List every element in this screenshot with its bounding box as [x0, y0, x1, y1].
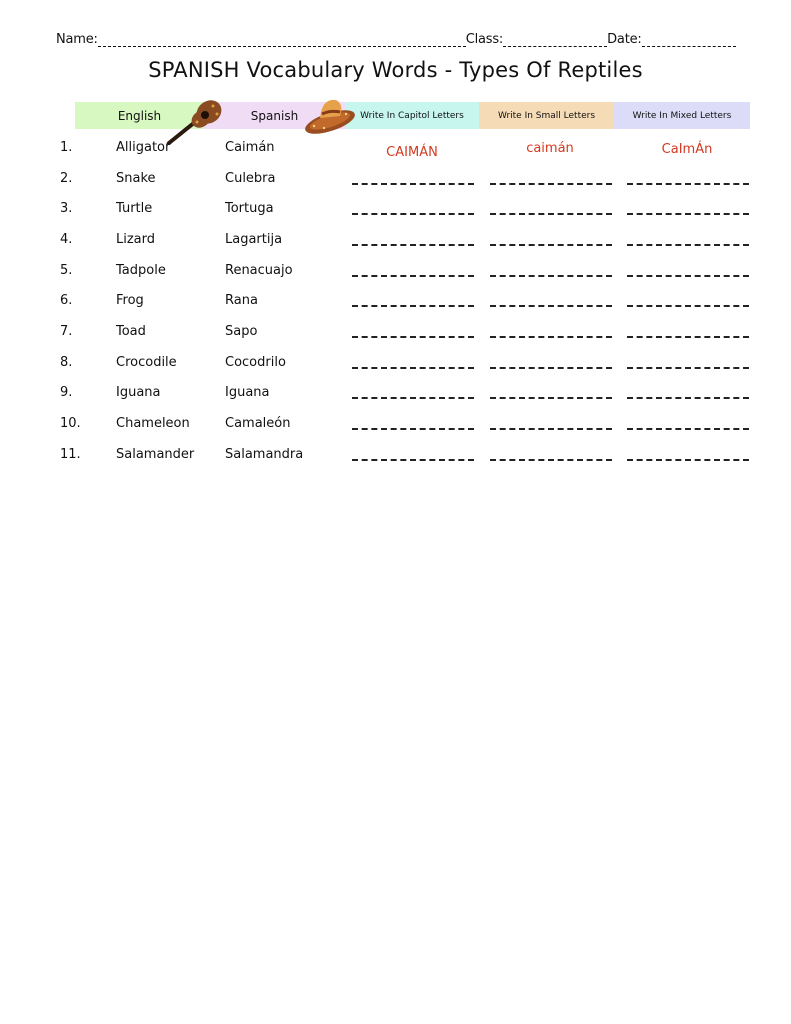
column-header-english: English — [75, 102, 204, 129]
spanish-word: Tortuga — [225, 201, 274, 216]
column-header-capital: Write In Capitol Letters — [345, 102, 479, 129]
capital-answer-line[interactable] — [352, 183, 474, 185]
table-row — [0, 293, 791, 317]
row-number: 9. — [60, 385, 73, 400]
small-answer-line[interactable] — [490, 183, 612, 185]
class-field[interactable] — [503, 32, 607, 47]
table-row — [0, 447, 791, 471]
table-row — [0, 263, 791, 287]
capital-answer-line[interactable] — [352, 244, 474, 246]
spanish-word: Renacuajo — [225, 263, 293, 278]
date-field[interactable] — [642, 32, 736, 47]
english-word: Alligator — [116, 140, 171, 155]
capital-answer-line[interactable] — [352, 336, 474, 338]
english-word: Crocodile — [116, 355, 177, 370]
table-row — [0, 324, 791, 348]
mixed-answer-line[interactable] — [627, 275, 749, 277]
class-label: Class: — [465, 32, 504, 47]
mixed-answer-line[interactable] — [627, 428, 749, 430]
capital-answer-line[interactable] — [352, 428, 474, 430]
row-number: 3. — [60, 201, 73, 216]
table-row — [0, 232, 791, 256]
spanish-word: Rana — [225, 293, 258, 308]
mixed-answer-line[interactable] — [627, 183, 749, 185]
small-answer-line[interactable] — [490, 305, 612, 307]
spanish-word: Sapo — [225, 324, 258, 339]
english-word: Toad — [116, 324, 146, 339]
mixed-answer-line[interactable] — [627, 336, 749, 338]
spanish-word: Lagartija — [225, 232, 283, 247]
table-row — [0, 201, 791, 225]
mixed-answer-line[interactable] — [627, 397, 749, 399]
table-row — [0, 355, 791, 379]
name-field[interactable] — [98, 32, 466, 47]
english-word: Tadpole — [116, 263, 166, 278]
english-word: Chameleon — [116, 416, 190, 431]
row-number: 4. — [60, 232, 73, 247]
example-mixed: CaImÁn — [661, 142, 713, 157]
small-answer-line[interactable] — [490, 244, 612, 246]
capital-answer-line[interactable] — [352, 397, 474, 399]
date-label: Date: — [607, 32, 642, 47]
row-number: 6. — [60, 293, 73, 308]
student-info-line — [56, 32, 748, 52]
small-answer-line[interactable] — [490, 336, 612, 338]
capital-answer-line[interactable] — [352, 305, 474, 307]
small-answer-line[interactable] — [490, 213, 612, 215]
small-answer-line[interactable] — [490, 459, 612, 461]
english-word: Lizard — [116, 232, 156, 247]
mixed-answer-line[interactable] — [627, 244, 749, 246]
capital-answer-line[interactable] — [352, 275, 474, 277]
english-word: Snake — [116, 171, 156, 186]
example-capital: CAIMÁN — [386, 145, 438, 160]
spanish-word: Salamandra — [225, 447, 304, 462]
page-title: SPANISH Vocabulary Words - Types Of Reptiles — [148, 58, 643, 82]
english-word: Frog — [116, 293, 144, 308]
mixed-answer-line[interactable] — [627, 213, 749, 215]
row-number: 10. — [60, 416, 81, 431]
mixed-answer-line[interactable] — [627, 459, 749, 461]
row-number: 7. — [60, 324, 73, 339]
capital-answer-line[interactable] — [352, 459, 474, 461]
table-row — [0, 385, 791, 409]
row-number: 8. — [60, 355, 73, 370]
spanish-word: Iguana — [225, 385, 270, 400]
english-word: Turtle — [116, 201, 153, 216]
name-label: Name: — [56, 32, 98, 47]
row-number: 11. — [60, 447, 81, 462]
row-number: 5. — [60, 263, 73, 278]
spanish-word: Camaleón — [225, 416, 291, 431]
row-number: 1. — [60, 140, 73, 155]
column-header-mixed: Write In Mixed Letters — [614, 102, 750, 129]
english-word: Iguana — [116, 385, 161, 400]
column-header-spanish: Spanish — [204, 102, 345, 129]
small-answer-line[interactable] — [490, 367, 612, 369]
table-row — [0, 140, 791, 164]
capital-answer-line[interactable] — [352, 213, 474, 215]
small-answer-line[interactable] — [490, 397, 612, 399]
small-answer-line[interactable] — [490, 275, 612, 277]
spanish-word: Caimán — [225, 140, 275, 155]
spanish-word: Culebra — [225, 171, 276, 186]
mixed-answer-line[interactable] — [627, 305, 749, 307]
row-number: 2. — [60, 171, 73, 186]
capital-answer-line[interactable] — [352, 367, 474, 369]
sombrero-icon — [302, 92, 360, 134]
mixed-answer-line[interactable] — [627, 367, 749, 369]
english-word: Salamander — [116, 447, 195, 462]
column-header-small: Write In Small Letters — [479, 102, 614, 129]
spanish-word: Cocodrilo — [225, 355, 286, 370]
table-row — [0, 171, 791, 195]
guitar-icon — [165, 92, 225, 147]
table-row — [0, 416, 791, 440]
small-answer-line[interactable] — [490, 428, 612, 430]
example-small: caimán — [526, 141, 574, 156]
